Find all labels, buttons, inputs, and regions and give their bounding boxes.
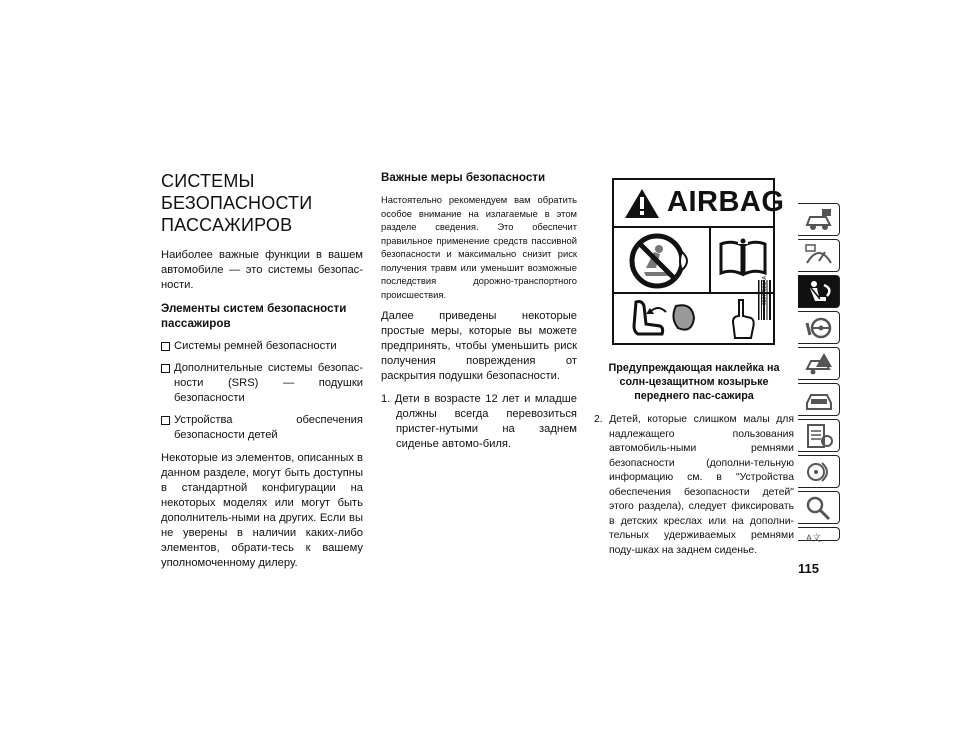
tab-vehicle-info[interactable] bbox=[798, 203, 840, 236]
magnifier-icon bbox=[804, 495, 834, 521]
list-item: Дополнительные системы безопас-ности (SRS) — подушки безопасности bbox=[161, 361, 363, 406]
checkbox-square-icon bbox=[161, 342, 170, 351]
safety-measures-heading: Важные меры безопасности bbox=[381, 171, 546, 184]
list-item: Системы ремней безопасности bbox=[161, 339, 363, 354]
page-number: 115 bbox=[798, 561, 819, 576]
label-divider-horizontal bbox=[614, 292, 773, 294]
dashboard-icon bbox=[804, 243, 834, 269]
tab-safety[interactable] bbox=[798, 275, 840, 308]
tab-driving[interactable] bbox=[798, 311, 840, 344]
hand-pointing-icon bbox=[729, 298, 757, 342]
title-line-2: БЕЗОПАСНОСТИ bbox=[161, 193, 313, 213]
label-code: 68077500AA bbox=[762, 276, 768, 305]
checkbox-square-icon bbox=[161, 416, 170, 425]
numbered-item-1: 1. Дети в возрасте 12 лет и младше должны всегда перевозиться пристег-нутыми на заднем сиденье автомо-биля. bbox=[381, 393, 577, 450]
column-right bbox=[594, 353, 794, 558]
intro-paragraph: Наиболее важные функции в вашем автомобиле — это системы безопас-ности. bbox=[161, 249, 363, 291]
label-header bbox=[614, 180, 785, 228]
emergency-icon bbox=[804, 351, 834, 377]
numbered-item-2: 2. Детей, которые слишком малы для надлежащего пользования автомобиль-ными ремнями безопасности (дополни-тельную информацию см. в "Устройства обеспечения безопасности детей" этого раздела), следует фиксировать в детских креслах или на дополни-тельных удерживаемых ремнями поду-шках на заднем сиденье. bbox=[594, 414, 794, 556]
list-item: Устройства обеспечения безопасности детей bbox=[161, 413, 363, 443]
tab-index[interactable] bbox=[798, 491, 840, 524]
svg-text:A文: A文 bbox=[806, 533, 822, 543]
languages-icon bbox=[804, 531, 834, 543]
checkbox-square-icon bbox=[161, 364, 170, 373]
tab-specs[interactable] bbox=[798, 419, 840, 452]
tab-dashboard[interactable] bbox=[798, 239, 840, 272]
multimedia-icon bbox=[804, 459, 834, 485]
driving-icon bbox=[804, 315, 834, 341]
tab-emergency[interactable] bbox=[798, 347, 840, 380]
tab-multimedia[interactable] bbox=[798, 455, 840, 488]
tab-servicing[interactable] bbox=[798, 383, 840, 416]
title-line-3: ПАССАЖИРОВ bbox=[161, 215, 293, 235]
closing-paragraph: Некоторые из элементов, описанных в данном разделе, могут быть доступны в стандартной конфигурации на некоторых моделях или могут быть дополнитель-ными на других. Если вы не уверены в наличии каких-либо элементов, обрати-тесь к вашему уполномоченному дилеру. bbox=[161, 452, 363, 569]
safety-icon bbox=[804, 279, 834, 305]
measures-paragraph: Далее приведены некоторые простые меры, которые вы можете предпринять, чтобы уменьшить риск получения повреждения от раскрытия подушки безопасности. bbox=[381, 310, 577, 382]
warning-triangle-icon bbox=[624, 188, 660, 219]
tab-languages[interactable] bbox=[798, 527, 840, 541]
bullet-list bbox=[161, 339, 363, 443]
recommendation-text: Настоятельно рекомендуем вам обратить особое внимание на излагаемые в этом разделе сведения. Это обеспечит правильное применение средств пассивной безопасности и максимально снизит риск получения травм или уменьшит возможные последствия дорожно-транспортного происшествия. bbox=[381, 194, 577, 300]
vehicle-info-icon bbox=[804, 207, 834, 233]
label-divider-vertical bbox=[709, 226, 711, 294]
manual-book-icon bbox=[719, 238, 767, 278]
title-line-1: СИСТЕМЫ bbox=[161, 171, 255, 191]
figure-caption: Предупреждающая наклейка на солн-цезащитном козырьке переднего пас-сажира bbox=[608, 362, 780, 402]
airbag-text: AIRBAG bbox=[667, 186, 785, 218]
airbag-warning-label bbox=[612, 178, 785, 345]
column-middle bbox=[381, 170, 577, 452]
no-child-seat-icon bbox=[626, 232, 698, 290]
column-left bbox=[161, 170, 363, 579]
section-heading: Элементы систем безопасности пассажиров bbox=[161, 302, 347, 330]
seat-airbag-icon bbox=[628, 298, 702, 340]
servicing-icon bbox=[804, 387, 834, 413]
specs-icon bbox=[804, 423, 834, 449]
page-title bbox=[161, 170, 363, 236]
